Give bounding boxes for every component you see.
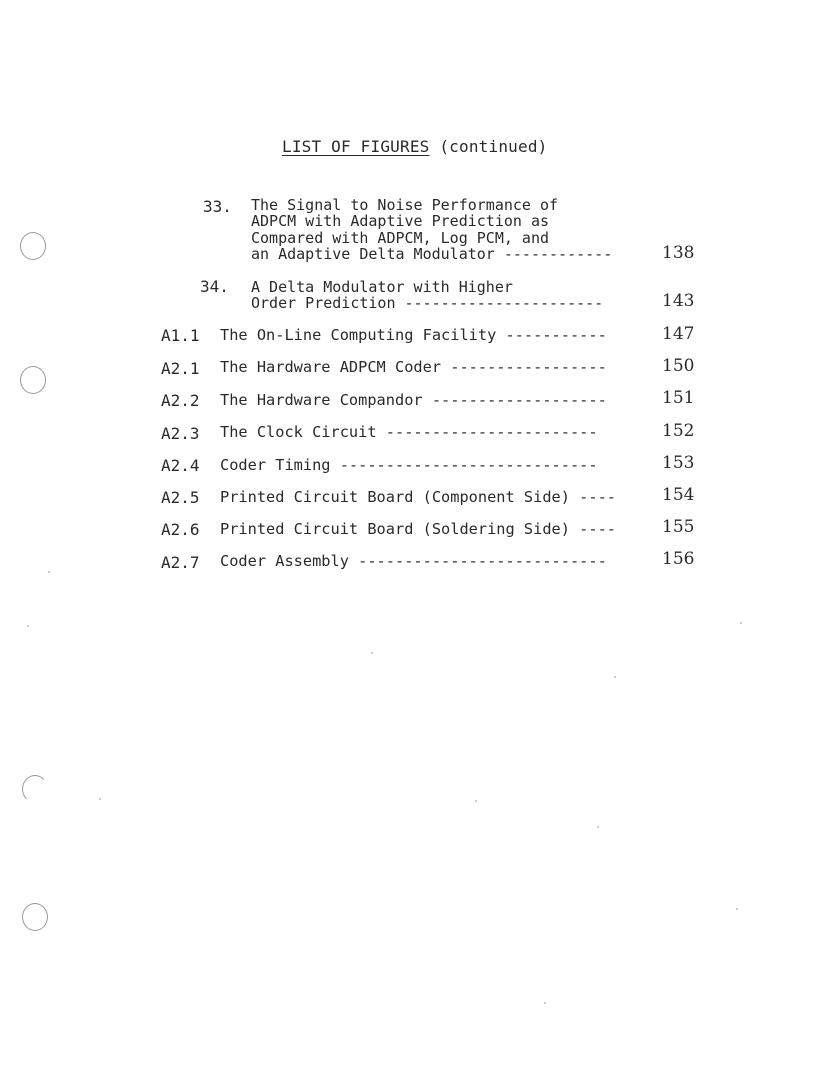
- figure-title-line: Order Prediction ----------------------: [251, 294, 604, 312]
- figure-number: A2.6: [161, 520, 200, 539]
- scan-speck: [736, 908, 738, 910]
- scan-speck: [371, 652, 373, 654]
- page-number: 143: [662, 291, 695, 311]
- figure-title-line: The Signal to Noise Performance of: [251, 196, 559, 214]
- scan-speck: [614, 676, 616, 678]
- page-number: 147: [662, 324, 695, 344]
- binder-hole-icon: [20, 232, 46, 260]
- page-number: 154: [662, 485, 695, 505]
- page-number: 155: [662, 517, 695, 537]
- scan-speck: [475, 800, 477, 802]
- figure-number: A2.4: [161, 456, 200, 475]
- figure-number: A2.3: [161, 424, 200, 443]
- page-number: 150: [662, 356, 695, 376]
- page-number: 138: [662, 243, 695, 263]
- scan-speck: [740, 622, 742, 624]
- figure-title-line: Compared with ADPCM, Log PCM, and: [251, 229, 550, 247]
- figure-title-line: A Delta Modulator with Higher: [251, 278, 513, 296]
- figure-number: A2.2: [161, 391, 200, 410]
- figure-title-line: an Adaptive Delta Modulator ------------: [251, 245, 613, 263]
- scan-speck: [597, 826, 599, 828]
- scan-speck: [99, 798, 101, 800]
- figure-number: A1.1: [161, 326, 200, 345]
- page-number: 152: [662, 421, 695, 441]
- binder-hole-icon: [20, 366, 46, 394]
- figure-title-line: Coder Timing ----------------------------: [220, 456, 598, 474]
- page-heading: [282, 137, 548, 156]
- scan-speck: [27, 625, 29, 627]
- scan-speck: [544, 1002, 546, 1004]
- scan-speck: [48, 571, 50, 573]
- figure-title-line: The Hardware Compandor -------------------: [220, 391, 607, 409]
- figure-number: A2.7: [161, 553, 200, 572]
- heading-suffix: (continued): [429, 137, 548, 156]
- figure-number: A2.1: [161, 359, 200, 378]
- page-number: 151: [662, 388, 695, 408]
- figure-title-line: Coder Assembly ---------------------------: [220, 552, 607, 570]
- page-number: 156: [662, 549, 695, 569]
- figure-title-line: Printed Circuit Board (Soldering Side) ----: [220, 520, 617, 538]
- figure-number: 34.: [200, 277, 229, 296]
- binder-hole-icon: [22, 775, 48, 803]
- figure-title-line: Printed Circuit Board (Component Side) ----: [220, 488, 617, 506]
- binder-hole-icon: [22, 903, 48, 931]
- figure-title-line: ADPCM with Adaptive Prediction as: [251, 212, 550, 230]
- figure-title-line: The On-Line Computing Facility -----------: [220, 326, 607, 344]
- heading-title: LIST OF FIGURES: [282, 137, 430, 156]
- figure-number: 33.: [203, 197, 232, 216]
- page-number: 153: [662, 453, 695, 473]
- figure-number: A2.5: [161, 488, 200, 507]
- figure-title-line: The Hardware ADPCM Coder -----------------: [220, 358, 607, 376]
- figure-title-line: The Clock Circuit -----------------------: [220, 423, 598, 441]
